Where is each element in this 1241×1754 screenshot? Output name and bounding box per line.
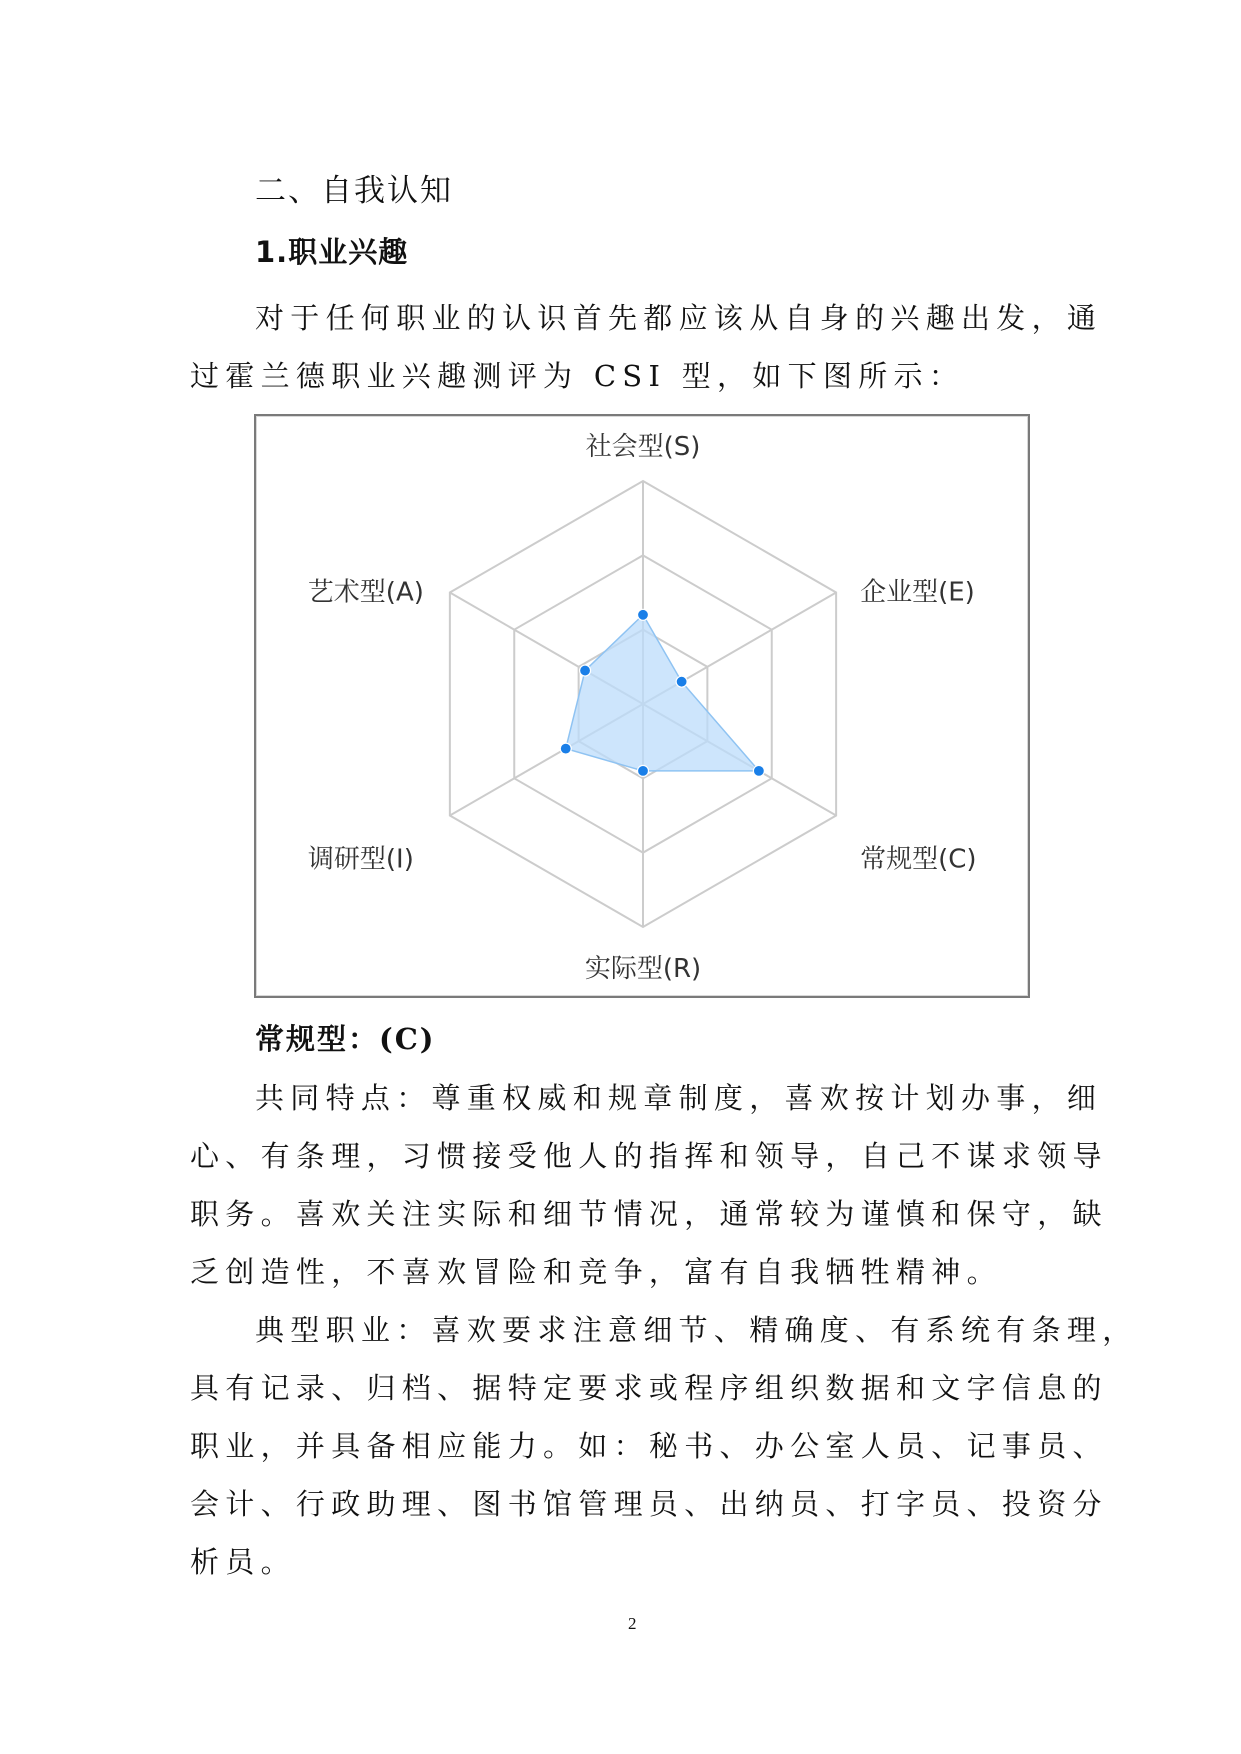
type-heading: 常规型：(C)	[255, 1022, 436, 1056]
radar-chart-svg	[256, 416, 1028, 996]
radar-axis-label-5: 调研型(I)	[307, 844, 414, 875]
radar-data-area	[566, 615, 759, 771]
radar-data-point-4	[638, 765, 649, 776]
traits-line-1: 共同特点：尊重权威和规章制度，喜欢按计划办事，细	[255, 1081, 1103, 1115]
intro-line-2: 过霍兰德职业兴趣测评为 CSI 型，如下图所示：	[190, 359, 965, 393]
radar-data-point-6	[580, 665, 591, 676]
radar-data-point-2	[676, 676, 687, 687]
subsection-title: 1.职业兴趣	[255, 235, 409, 269]
jobs-line-4: 会计、行政助理、图书馆管理员、出纳员、打字员、投资分	[190, 1487, 1108, 1521]
intro-line-1: 对于任何职业的认识首先都应该从自身的兴趣出发，通	[255, 301, 1103, 335]
jobs-line-5: 析员。	[190, 1545, 296, 1579]
radar-data-point-5	[560, 743, 571, 754]
jobs-line-2: 具有记录、归档、据特定要求或程序组织数据和文字信息的	[190, 1371, 1108, 1405]
radar-axis-label-2: 企业型(E)	[860, 577, 975, 608]
radar-data-point-1	[638, 609, 649, 620]
traits-line-4: 乏创造性，不喜欢冒险和竞争，富有自我牺牲精神。	[190, 1255, 1002, 1289]
jobs-line-3: 职业，并具备相应能力。如：秘书、办公室人员、记事员、	[190, 1429, 1108, 1463]
traits-line-2: 心、有条理，习惯接受他人的指挥和领导，自己不谋求领导	[190, 1139, 1108, 1173]
page-number: 2	[628, 1614, 637, 1633]
section-title: 二、自我认知	[255, 173, 453, 209]
jobs-line-1: 典型职业：喜欢要求注意细节、精确度、有系统有条理，	[255, 1313, 1138, 1347]
holland-radar-chart	[254, 414, 1030, 998]
traits-line-3: 职务。喜欢关注实际和细节情况，通常较为谨慎和保守，缺	[190, 1197, 1108, 1231]
radar-axis-label-1: 社会型(S)	[585, 432, 701, 462]
radar-axis-label-4: 实际型(R)	[584, 954, 702, 984]
radar-axis-label-3: 常规型(C)	[860, 844, 977, 875]
radar-data-point-3	[753, 765, 764, 776]
radar-axis-label-6: 艺术型(A)	[307, 577, 424, 608]
